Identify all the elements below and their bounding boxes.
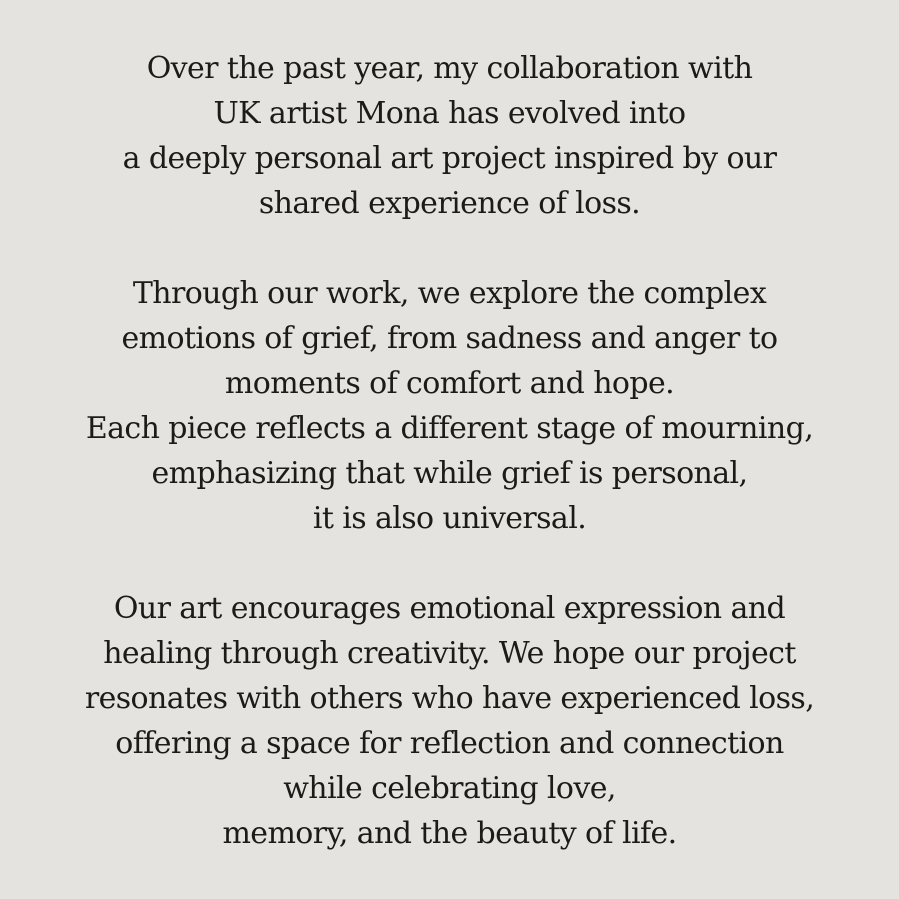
text-line: resonates with others who have experienced loss, — [84, 681, 815, 716]
paragraph-grief — [0, 271, 899, 541]
text-line: offering a space for reflection and connection — [115, 726, 784, 761]
text-line: while celebrating love, — [283, 771, 616, 806]
text-line: memory, and the beauty of life. — [222, 816, 677, 851]
text-line: UK artist Mona has evolved into — [213, 96, 686, 131]
text-line: Through our work, we explore the complex — [132, 276, 767, 311]
text-line: emphasizing that while grief is personal, — [151, 456, 748, 491]
text-line: Each piece reflects a different stage of mourning, — [85, 411, 814, 446]
text-line: shared experience of loss. — [258, 186, 641, 221]
text-line: it is also universal. — [312, 501, 587, 536]
text-line: Over the past year, my collaboration with — [146, 51, 753, 86]
text-line: emotions of grief, from sadness and anger to — [121, 321, 778, 356]
text-line: healing through creativity. We hope our project — [103, 636, 796, 671]
text-line: moments of comfort and hope. — [224, 366, 675, 401]
text-line: a deeply personal art project inspired by our — [122, 141, 777, 176]
paragraph-healing — [0, 586, 899, 856]
paragraph-collaboration — [0, 46, 899, 226]
text-line: Our art encourages emotional expression and — [113, 591, 786, 626]
